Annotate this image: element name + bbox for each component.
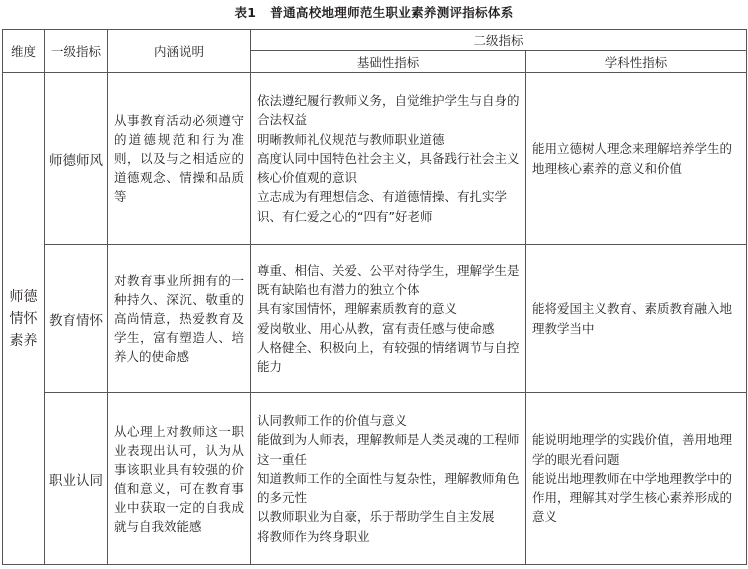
basic-item: 能做到为人师表，理解教师是人类灵魂的工程师这一重任 [257, 432, 520, 467]
header-basic: 基础性指标 [251, 51, 526, 73]
basic-cell [251, 245, 526, 393]
basic-item: 人格健全、积极向上，有较强的情绪调节与自控能力 [257, 339, 520, 374]
subject-cell [526, 393, 747, 565]
basic-item: 知道教师工作的全面性与复杂性，理解教师角色的多元性 [257, 470, 520, 506]
basic-item: 尊重、相信、关爱、公平对待学生，理解学生是既有缺陷也有潜力的独立个体 [257, 262, 520, 298]
subject-item: 能说出地理教师在中学地理教学中的作用，理解其对学生核心素养形成的意义 [532, 470, 733, 525]
basic-cell [251, 393, 526, 565]
description-cell: 对教育事业所拥有的一种持久、深沉、敬重的高尚情意，热爱教育及学生，富有塑造人、培养人的使命感 [108, 245, 251, 393]
basic-item: 明晰教师礼仪规范与教师职业道德 [257, 131, 445, 147]
basic-item: 立志成为有理想信念、有道德情操、有扎实学识、有仁爱之心的“四有”好老师 [257, 189, 508, 224]
basic-cell [251, 73, 526, 245]
dimension-line: 师德 [9, 288, 38, 305]
description-cell: 从心理上对教师这一职业表现出认可，认为从事该职业具有较强的价值和意义，可在教育事业中获取一定的自我成就与自我效能感 [108, 393, 251, 565]
dimension-line: 素养 [9, 332, 38, 349]
subject-cell [526, 245, 747, 393]
subject-item: 能将爱国主义教育、素质教育融入地理教学当中 [532, 301, 733, 336]
table-caption [0, 3, 748, 21]
table-number: 表1 [234, 5, 257, 20]
description-cell: 从事教育活动必须遵守的道德规范和行为准则，以及与之相适应的道德观念、情操和品质等 [108, 73, 251, 245]
indicator-cell: 职业认同 [45, 393, 108, 565]
header-level2: 二级指标 [251, 30, 747, 51]
basic-item: 将教师作为终身职业 [257, 528, 370, 544]
header-connotation: 内涵说明 [108, 30, 251, 73]
basic-item: 以教师职业为自豪，乐于帮助学生自主发展 [257, 509, 495, 525]
dimension-line: 情怀 [9, 310, 38, 327]
indicator-cell: 师德师风 [45, 73, 108, 245]
subject-item: 能说明地理学的实践价值，善用地理学的眼光看问题 [532, 432, 733, 467]
basic-item: 具有家国情怀，理解素质教育的意义 [257, 301, 458, 317]
indicator-table [2, 29, 747, 565]
basic-item: 依法遵纪履行教师义务，自觉维护学生与自身的合法权益 [257, 93, 520, 128]
indicator-cell: 教育情怀 [45, 245, 108, 393]
basic-item: 爱岗敬业、用心从教，富有责任感与使命感 [257, 320, 495, 336]
header-dimension: 维度 [3, 30, 45, 73]
header-subject: 学科性指标 [526, 51, 747, 73]
table-title: 普通高校地理师范生职业素养测评指标体系 [270, 5, 514, 20]
subject-cell [526, 73, 747, 245]
basic-item: 认同教师工作的价值与意义 [257, 413, 408, 429]
dimension-cell [3, 73, 45, 565]
basic-item: 高度认同中国特色社会主义，具备践行社会主义核心价值观的意识 [257, 150, 520, 186]
subject-item: 能用立德树人理念来理解培养学生的地理核心素养的意义和价值 [532, 141, 733, 176]
header-level1: 一级指标 [45, 30, 108, 73]
